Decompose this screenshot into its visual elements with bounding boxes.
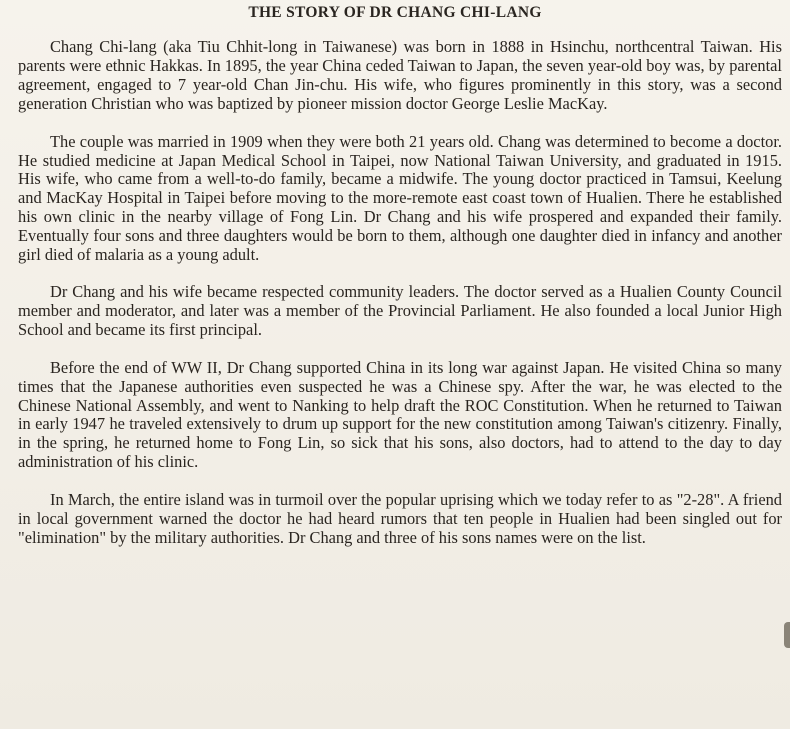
paragraph-2: The couple was married in 1909 when they were both 21 years old. Chang was determined to become a doctor. He studied medicine at Japan Medical School in Taipei, now National Taiwan University, and graduated in 1915. His wife, who came from a well-to-do family, became a midwife. The young doctor practiced in Tamsui, Keelung and MacKay Hospital in Taipei before moving to the more-remote east coast town of Hualien. There he established his own clinic in the nearby village of Fong Lin. Dr Chang and his wife prospered and expanded their family. Eventually four sons and three daughters would be born to them, although one daughter died in infancy and another girl died of malaria as a young adult.: [18, 131, 782, 265]
document-title: THE STORY OF DR CHANG CHI-LANG: [248, 4, 542, 21]
page-edge-clip-mark: [784, 622, 790, 648]
paragraph-1: Chang Chi-lang (aka Tiu Chhit-long in Taiwanese) was born in 1888 in Hsinchu, northcentral Taiwan. His parents were ethnic Hakkas. In 1895, the year China ceded Taiwan to Japan, the seven year-old boy was, by parental agreement, engaged to 7 year-old Chan Jin-chu. His wife, who figures prominently in this story, was a second generation Christian who was baptized by pioneer mission doctor George Leslie MacKay.: [18, 37, 782, 113]
document-body: [18, 38, 782, 567]
paragraph-5: In March, the entire island was in turmoil over the popular uprising which we today refer to as "2-28". A friend in local government warned the doctor he had heard rumors that ten people in Hualien had been singled out for "elimination" by the military authorities. Dr Chang and three of his sons names were on the list.: [18, 490, 782, 547]
paragraph-4: Before the end of WW II, Dr Chang supported China in its long war against Japan. He visited China so many times that the Japanese authorities even suspected he was a Chinese spy. After the war, he was elected to the Chinese National Assembly, and went to Nanking to help draft the ROC Constitution. When he returned to Taiwan in early 1947 he traveled extensively to drum up support for the new constitution among Taiwan's citizenry. Finally, in the spring, he returned home to Fong Lin, so sick that his sons, also doctors, had to attend to the day to day administration of his clinic.: [18, 357, 782, 472]
paragraph-3: Dr Chang and his wife became respected community leaders. The doctor served as a Hualien County Council member and moderator, and later was a member of the Provincial Parliament. He also founded a local Junior High School and became its first principal.: [18, 281, 782, 339]
